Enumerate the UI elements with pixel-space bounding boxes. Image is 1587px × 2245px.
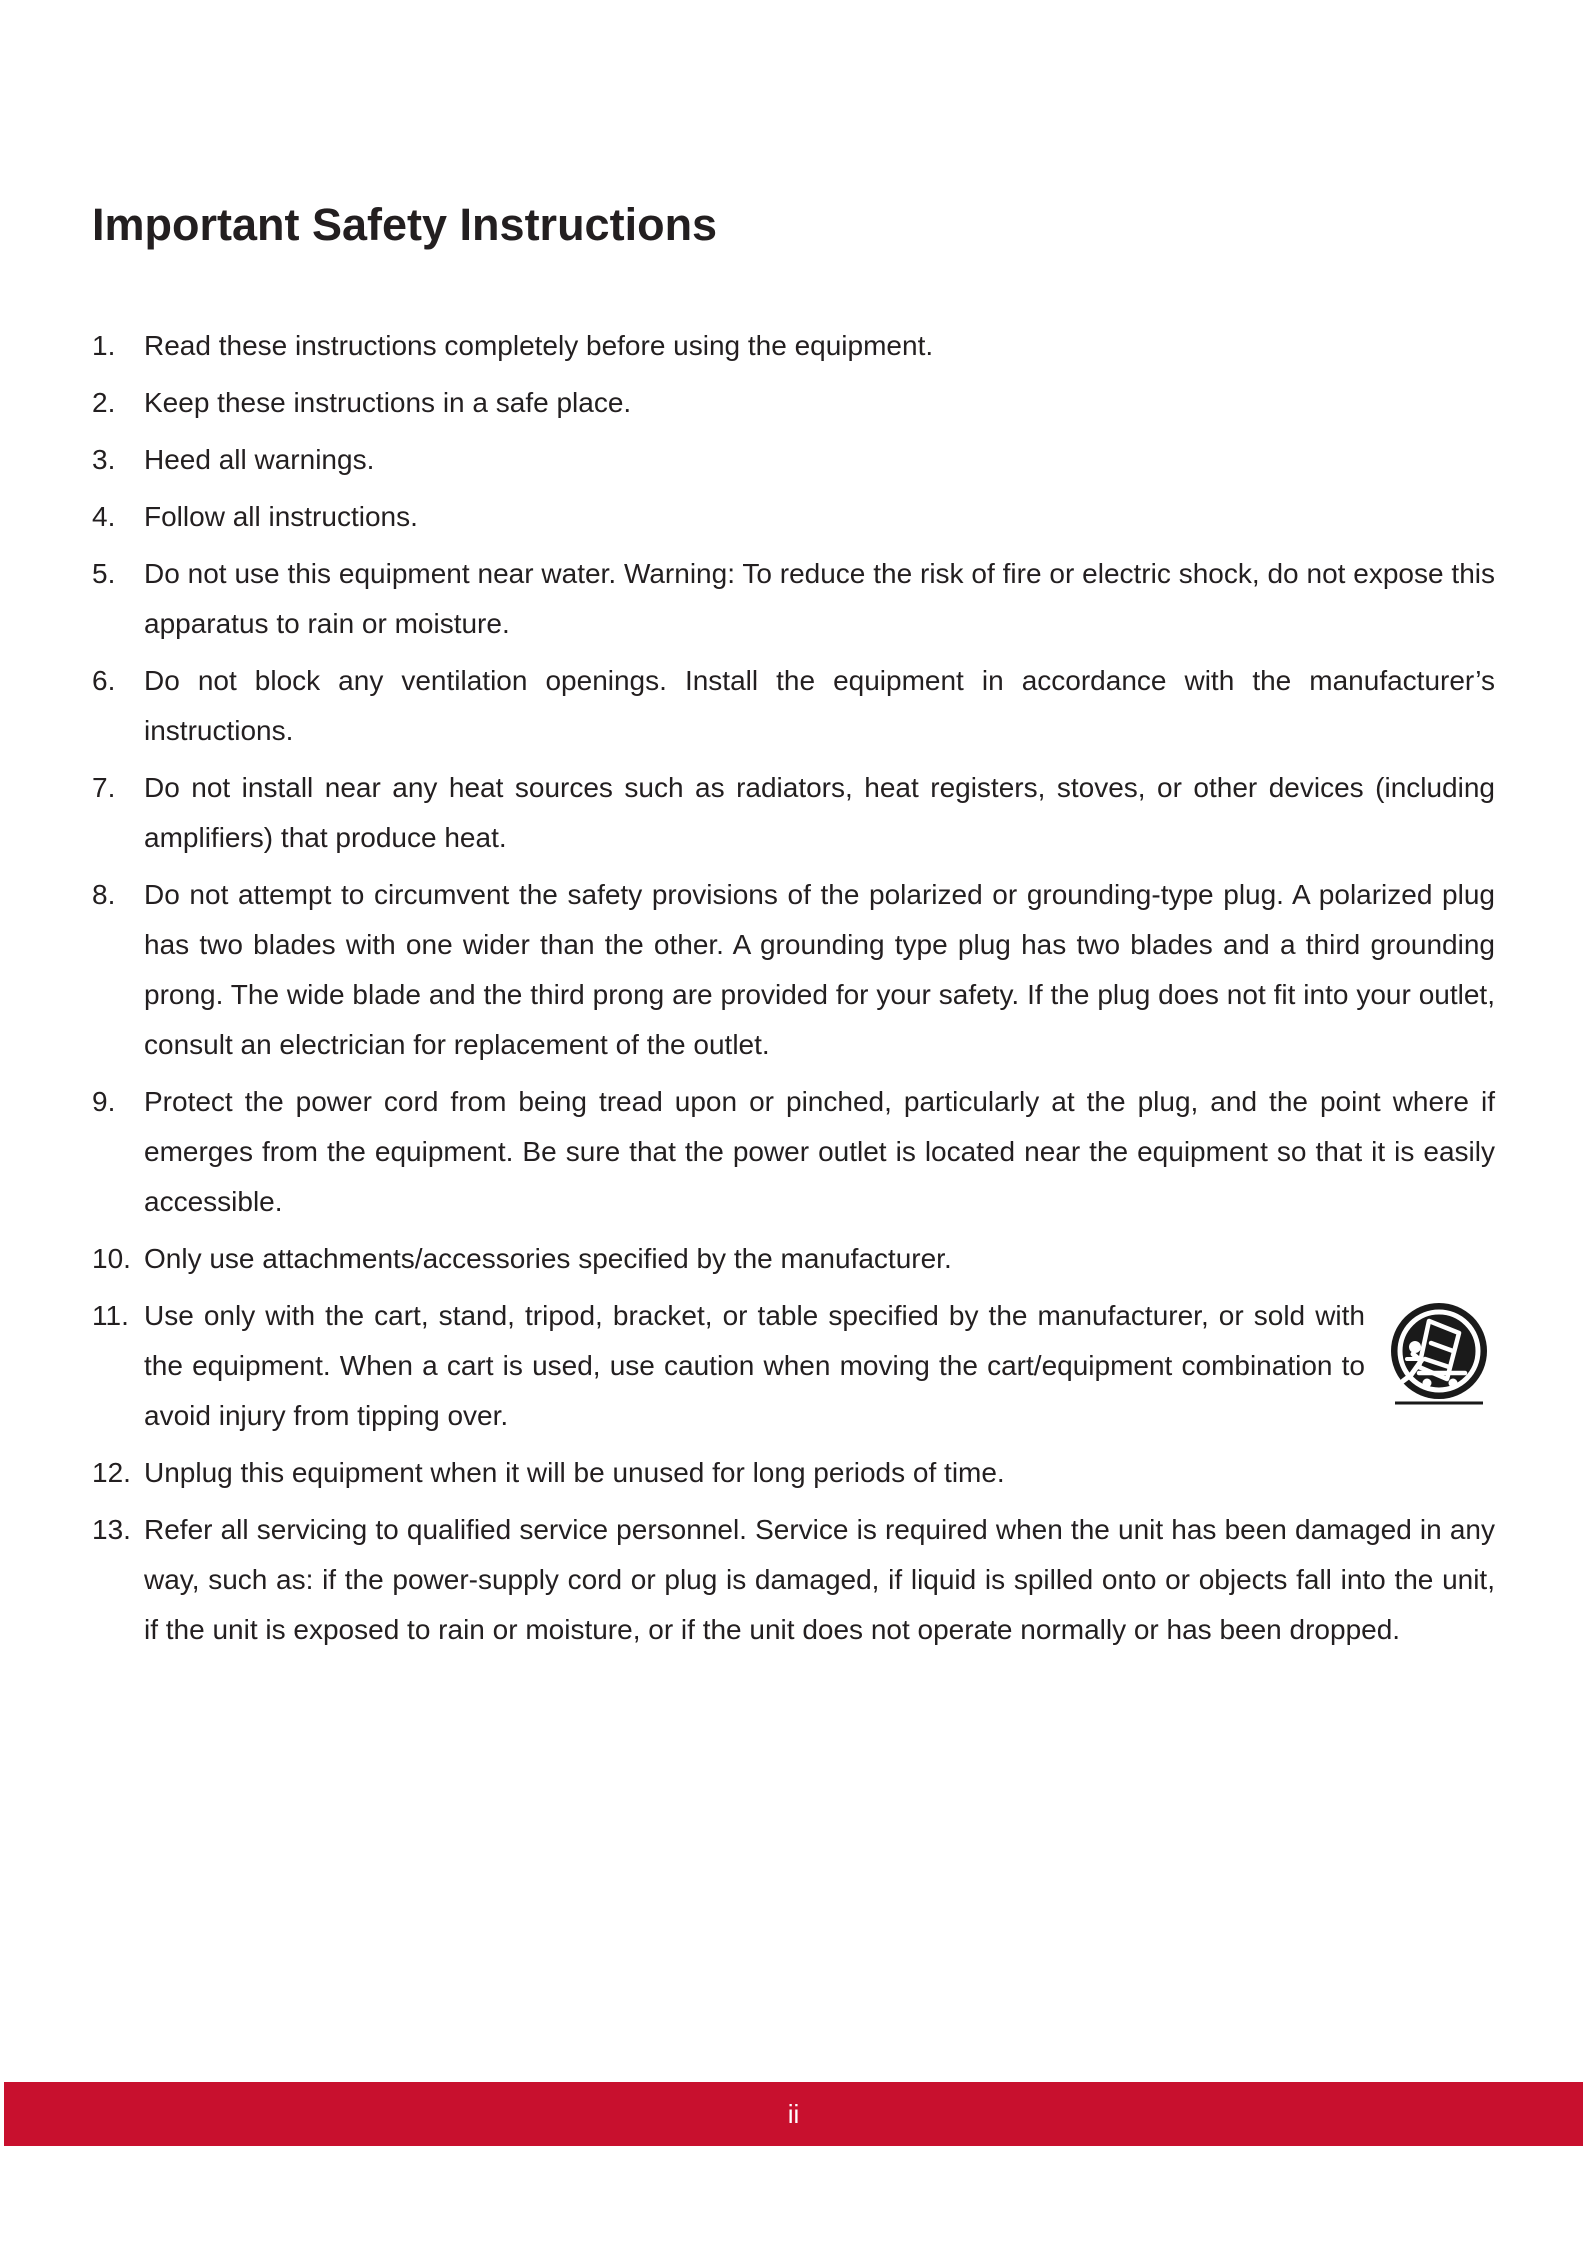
list-item	[92, 1448, 1495, 1498]
list-item	[92, 1505, 1495, 1655]
item-text: Use only with the cart, stand, tripod, bracket, or table specified by the manufacturer, or sold with the equipment. When a cart is used, use caution when moving the cart/equipment combination to avoid injury from tipping over.	[144, 1300, 1365, 1431]
page-title: Important Safety Instructions	[92, 199, 718, 250]
safety-instruction-list	[92, 321, 1495, 1662]
list-item	[92, 656, 1495, 756]
list-item	[92, 378, 1495, 428]
item-text: Do not use this equipment near water. Warning: To reduce the risk of fire or electric shock, do not expose this apparatus to rain or moisture.	[144, 558, 1495, 639]
item-number: 12.	[92, 1457, 131, 1488]
item-number: 11.	[92, 1300, 129, 1331]
list-item	[92, 1077, 1495, 1227]
list-item	[92, 321, 1495, 371]
item-number: 9.	[92, 1086, 116, 1117]
list-item	[92, 549, 1495, 649]
item-text: Protect the power cord from being tread upon or pinched, particularly at the plug, and the point where if emerges from the equipment. Be sure that the power outlet is located near the equipment so that it is easily accessible.	[144, 1086, 1495, 1217]
item-text: Read these instructions completely before using the equipment.	[144, 330, 934, 361]
item-number: 4.	[92, 501, 116, 532]
list-item	[92, 1234, 1495, 1284]
list-item	[92, 870, 1495, 1070]
item-text: Keep these instructions in a safe place.	[144, 387, 632, 418]
item-number: 10.	[92, 1243, 131, 1274]
list-item	[92, 1291, 1495, 1441]
item-number: 2.	[92, 387, 116, 418]
item-number: 6.	[92, 665, 116, 696]
item-text: Do not install near any heat sources such as radiators, heat registers, stoves, or other devices (including amplifiers) that produce heat.	[144, 772, 1495, 853]
item-number: 8.	[92, 879, 116, 910]
cart-tip-over-warning-icon	[1383, 1299, 1495, 1411]
list-item	[92, 763, 1495, 863]
footer-bar	[4, 2082, 1583, 2146]
item-number: 13.	[92, 1514, 131, 1545]
list-item	[92, 435, 1495, 485]
item-text: Heed all warnings.	[144, 444, 375, 475]
item-number: 5.	[92, 558, 116, 589]
item-text: Follow all instructions.	[144, 501, 418, 532]
item-number: 3.	[92, 444, 116, 475]
list-item	[92, 492, 1495, 542]
item-number: 1.	[92, 330, 116, 361]
item-text: Only use attachments/accessories specified by the manufacturer.	[144, 1243, 952, 1274]
page-number: ii	[787, 2099, 800, 2129]
item-text: Refer all servicing to qualified service personnel. Service is required when the unit has been damaged in any way, such as: if the power-supply cord or plug is damaged, if liquid is spilled onto or objects fall into the unit, if the unit is exposed to rain or moisture, or if the unit does not operate normally or has been dropped.	[144, 1514, 1495, 1645]
item-text: Do not block any ventilation openings. Install the equipment in accordance with the manufacturer’s instructions.	[144, 665, 1495, 746]
item-text: Unplug this equipment when it will be unused for long periods of time.	[144, 1457, 1005, 1488]
item-text: Do not attempt to circumvent the safety provisions of the polarized or grounding-type plug. A polarized plug has two blades with one wider than the other. A grounding type plug has two blades and a third grounding prong. The wide blade and the third prong are provided for your safety. If the plug does not fit into your outlet, consult an electrician for replacement of the outlet.	[144, 879, 1495, 1060]
item-number: 7.	[92, 772, 116, 803]
